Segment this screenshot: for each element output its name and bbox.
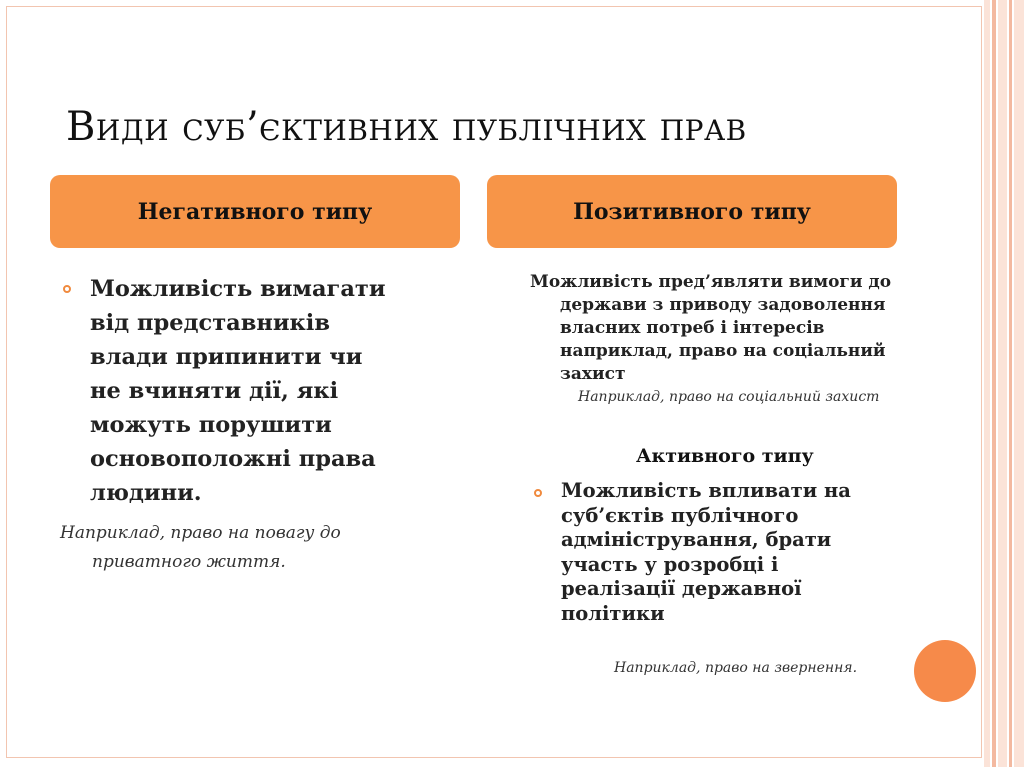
positive-line: наприклад, право на соціальний [560,341,886,361]
bullet-line: від представників [90,310,330,336]
bullet-line: адміністрування, брати [561,528,832,551]
positive-line: держави з приводу задоволення [560,295,886,315]
bullet-line: можуть порушити [90,412,332,438]
stripe [1009,0,1012,767]
negative-type-label: Негативного типу [137,198,373,225]
decorative-circle [914,640,976,702]
bullet-line: участь у розробці і [561,552,779,576]
bullet-line: Можливість вимагати [90,276,386,302]
active-bullet-text [561,479,921,626]
stripe [1014,0,1024,767]
bullet-line: влади припинити чи [90,344,363,370]
example-line: Наприклад, право на повагу до [60,523,341,543]
bullet-line: людини. [90,480,202,506]
bullet-line: не вчиняти дії, які [90,378,339,404]
active-type-heading: Активного типу [636,445,814,467]
stripe [992,0,996,767]
bullet-line: реалізації державної [561,577,802,600]
positive-line: Можливість пред’являти вимоги до [530,272,892,292]
bullet-line: основоположні права [90,446,376,472]
positive-line: захист [560,364,626,384]
positive-line: власних потреб і інтересів [560,318,825,338]
bullet-line: Можливість впливати на [561,479,851,502]
slide-title: Види суб’єктивних публічних прав [66,104,747,150]
bullet-circle-icon [63,285,71,293]
bullet-circle-icon [534,489,542,497]
bullet-line: політики [561,601,665,625]
decorative-stripes [984,0,1024,767]
positive-example: Наприклад, право на соціальний захист [578,389,880,405]
stripe [984,0,990,767]
bullet-line: суб’єктів публічного [561,503,799,527]
example-line: приватного життя. [92,552,286,572]
active-example: Наприклад, право на звернення. [614,660,858,676]
positive-description [530,271,970,386]
negative-example [60,519,430,577]
negative-bullet-text [90,272,455,510]
stripe [998,0,1007,767]
positive-type-label: Позитивного типу [573,198,811,225]
negative-type-box [50,175,460,248]
positive-type-box [487,175,897,248]
